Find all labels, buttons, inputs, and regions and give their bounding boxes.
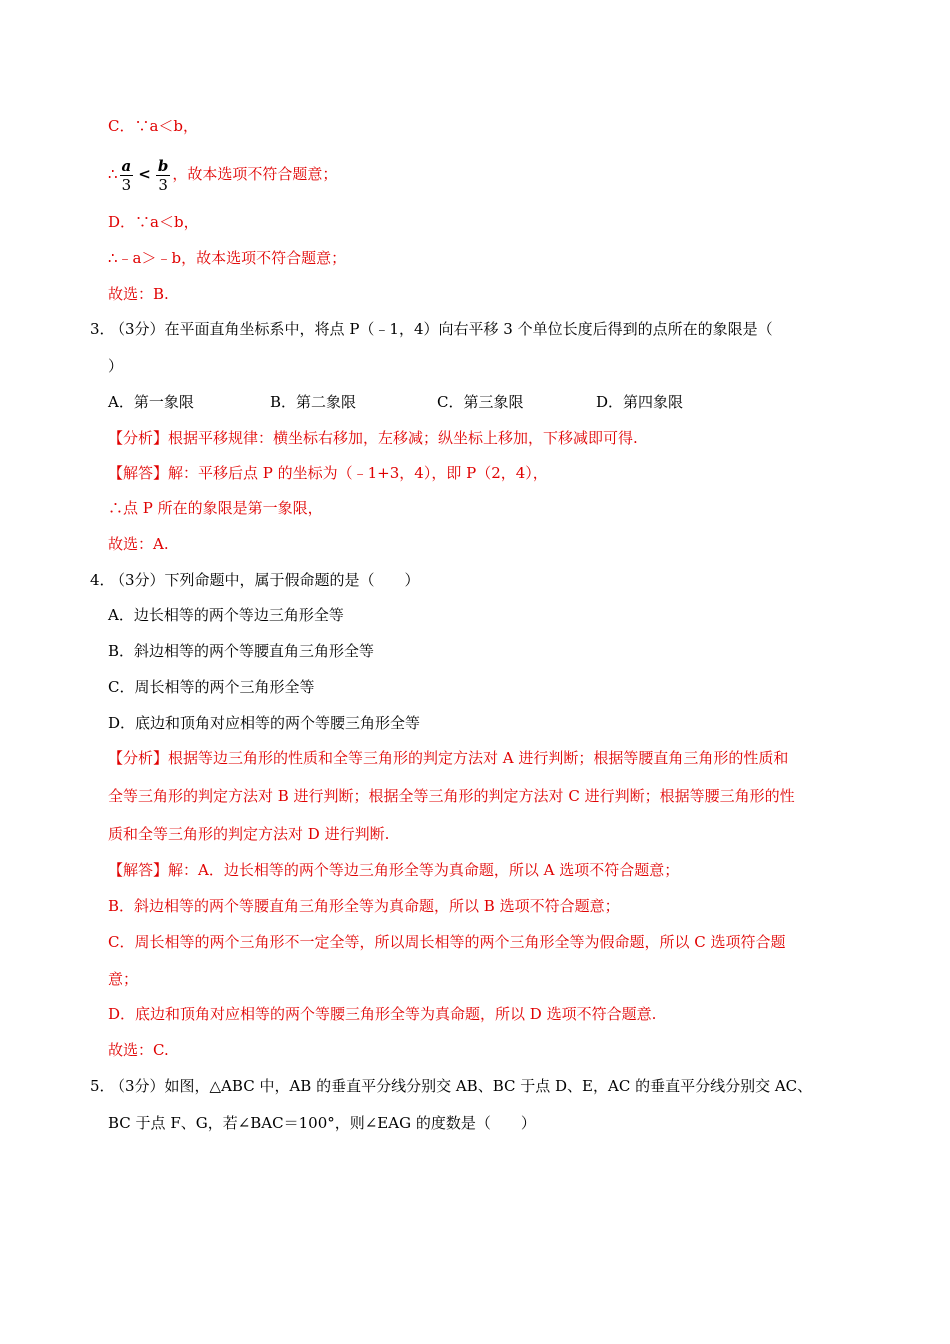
question-3-answer: 故选：A.	[108, 535, 169, 553]
therefore-symbol: ∴	[108, 165, 118, 183]
question-5-stem-1: （3分）如图，△ABC 中，AB 的垂直平分线分别交 AB、BC 于点 D、E，AC 的垂直平分线分别交 AC、	[110, 1077, 813, 1095]
question-4-solution-3: C．周长相等的两个三角形不一定全等，所以周长相等的两个三角形全等为假命题，所以 C 选项符合题	[108, 933, 786, 951]
question-3-analysis: 【分析】根据平移规律：横坐标右移加，左移减；纵坐标上移加，下移减即可得.	[108, 429, 638, 447]
question-4-answer: 故选：C.	[108, 1041, 169, 1059]
solution-d-line: D．∵a＜b，	[108, 213, 199, 231]
solution-c-conclusion: ，故本选项不符合题意；	[172, 165, 338, 183]
question-4-option-c: C．周长相等的两个三角形全等	[108, 678, 315, 696]
question-4-solution-5: D．底边和顶角对应相等的两个等腰三角形全等为真命题，所以 D 选项不符合题意.	[108, 1005, 657, 1023]
question-4-option-b: B．斜边相等的两个等腰直角三角形全等	[108, 642, 375, 660]
question-5-number: 5．	[90, 1077, 115, 1095]
fraction-b-over-3	[156, 157, 171, 194]
question-3-solution-1: 【解答】解：平移后点 P 的坐标为（﹣1+3，4），即 P（2，4），	[108, 464, 548, 482]
option-d: D．第四象限	[596, 393, 684, 411]
question-3-solution-2: ∴点 P 所在的象限是第一象限，	[108, 499, 323, 517]
option-b: B．第二象限	[270, 393, 357, 411]
solution-2-answer: 故选：B.	[108, 285, 169, 303]
question-4-number: 4．	[90, 571, 115, 589]
question-3-number: 3．	[90, 320, 115, 338]
solution-d-conclusion: ∴﹣a＞﹣b，故本选项不符合题意；	[108, 249, 347, 267]
fraction-a-over-3	[120, 157, 134, 194]
question-4-analysis-1: 【分析】根据等边三角形的性质和全等三角形的判定方法对 A 进行判断；根据等腰直角三角形的性质和	[108, 749, 789, 767]
question-4-analysis-2: 全等三角形的判定方法对 B 进行判断；根据全等三角形的判定方法对 C 进行判断；根据等腰三角形的性	[108, 787, 795, 805]
question-4-analysis-3: 质和全等三角形的判定方法对 D 进行判断.	[108, 825, 390, 843]
option-c: C．第三象限	[437, 393, 524, 411]
question-4-option-d: D．底边和顶角对应相等的两个等腰三角形全等	[108, 714, 421, 732]
question-3-options	[108, 392, 868, 412]
fraction-denominator: 3	[121, 175, 132, 194]
solution-c-line: C．∵a＜b，	[108, 117, 199, 135]
less-than-symbol: <	[138, 165, 151, 183]
fraction-numerator: a	[121, 156, 132, 175]
question-5-stem-2: BC 于点 F、G，若∠BAC＝100°，则∠EAG 的度数是（ ）	[108, 1114, 536, 1132]
question-4-solution-1: 【解答】解：A．边长相等的两个等边三角形全等为真命题，所以 A 选项不符合题意；	[108, 861, 680, 879]
option-a: A．第一象限	[108, 393, 194, 411]
solution-c-inequality	[108, 154, 337, 194]
question-3-stem: （3分）在平面直角坐标系中，将点 P（﹣1，4）向右平移 3 个单位长度后得到的点所在的象限是（	[110, 320, 773, 338]
question-4-solution-2: B．斜边相等的两个等腰直角三角形全等为真命题，所以 B 选项不符合题意；	[108, 897, 620, 915]
question-4-solution-4: 意；	[108, 970, 139, 988]
fraction-denominator: 3	[158, 175, 168, 194]
question-4-stem: （3分）下列命题中，属于假命题的是（ ）	[110, 571, 420, 589]
fraction-numerator: b	[157, 156, 169, 175]
question-4-option-a: A．边长相等的两个等边三角形全等	[108, 606, 344, 624]
question-3-stem-end: ）	[108, 357, 124, 375]
